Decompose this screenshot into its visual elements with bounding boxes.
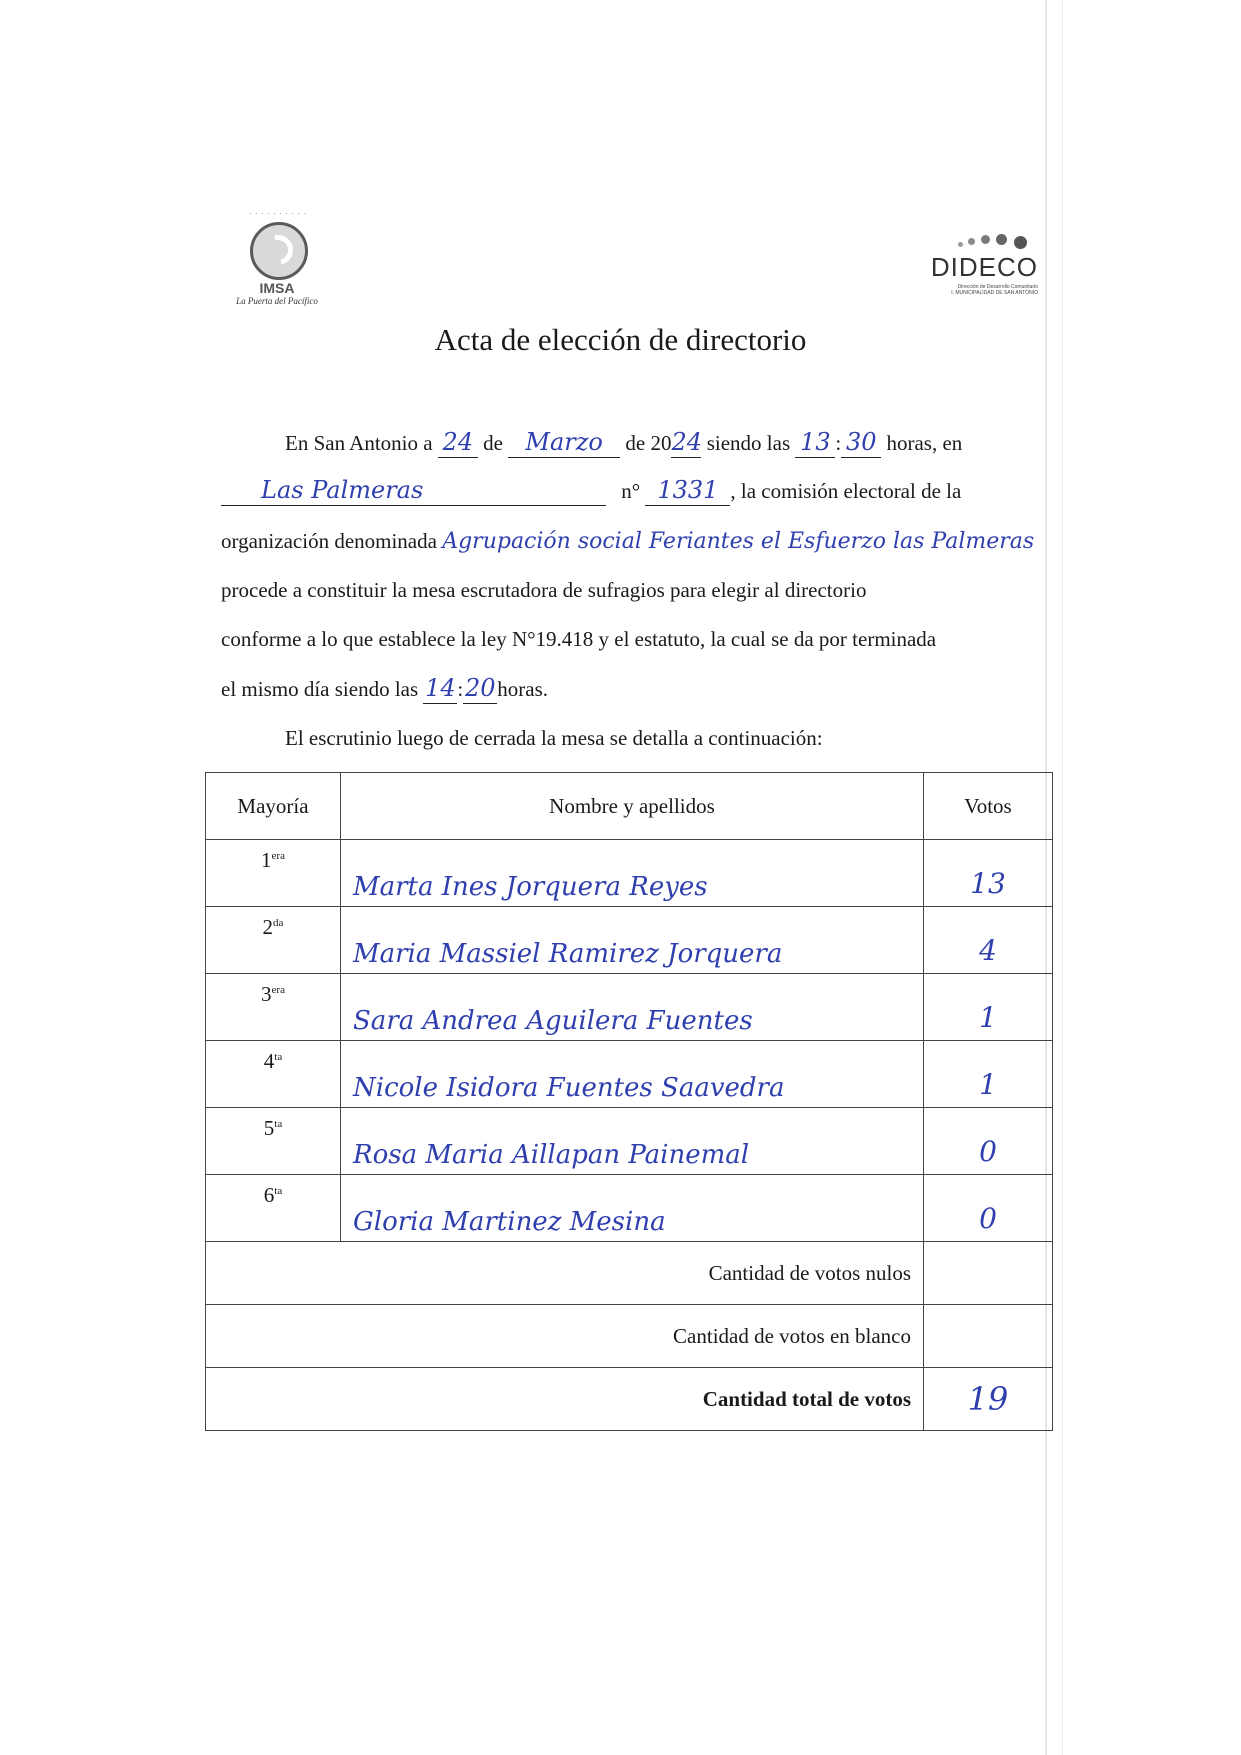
- candidate-name-cell: Sara Andrea Aguilera Fuentes: [341, 974, 924, 1041]
- place-field: Las Palmeras: [221, 475, 606, 506]
- votes-cell: 0: [924, 1175, 1053, 1242]
- candidate-name-cell: Marta Ines Jorquera Reyes: [341, 840, 924, 907]
- votes-cell: 1: [924, 1041, 1053, 1108]
- results-table: [205, 772, 1053, 1431]
- dideco-logo-subtitle: Dirección de Desarrollo Comunitario I. MUNICIPALIDAD DE SAN ANTONIO: [951, 284, 1038, 296]
- rank-cell: $1^{era}$: [206, 840, 341, 907]
- blank-votes-value: [924, 1305, 1053, 1368]
- table-row: [206, 974, 1053, 1041]
- total-votes-value: 19: [924, 1368, 1053, 1431]
- start-hour-field: 13: [795, 427, 835, 458]
- imsa-logo-name: IMSA: [259, 280, 295, 296]
- paragraph-line-4: procede a constituir la mesa escrutadora de sufragios para elegir al directorio: [221, 578, 867, 602]
- end-hour-field: 14: [425, 674, 456, 702]
- rank-cell: $4^{ta}$: [206, 1041, 341, 1108]
- blank-votes-row: [206, 1305, 1053, 1368]
- table-row: [206, 1108, 1053, 1175]
- blank-votes-label: Cantidad de votos en blanco: [206, 1305, 924, 1368]
- imsa-logo: [222, 210, 332, 320]
- rank-cell: $2^{da}$: [206, 907, 341, 974]
- paragraph-line-7: El escrutinio luego de cerrada la mesa se detalla a continuación:: [285, 726, 823, 750]
- paragraph-line-5: conforme a lo que establece la ley N°19.418 y el estatuto, la cual se da por terminada: [221, 627, 937, 651]
- candidate-name-cell: Maria Massiel Ramirez Jorquera: [341, 907, 924, 974]
- org-name-field: Agrupación social Feriantes el Esfuerzo las Palmeras: [442, 529, 1035, 554]
- dideco-logo-name: DIDECO: [930, 252, 1038, 282]
- end-min-field: 20: [464, 674, 496, 702]
- total-votes-row: [206, 1368, 1053, 1431]
- rank-cell: $5^{ta}$: [206, 1108, 341, 1175]
- paragraph-line-1: En San Antonio a 24 de Marzo de 2024 siendo las 13 : 30 horas, en: [285, 428, 963, 456]
- month-field: Marzo: [508, 427, 620, 458]
- total-votes-label: Cantidad total de votos: [206, 1368, 924, 1431]
- imsa-logo-tagline: La Puerta del Pacífico: [236, 296, 318, 306]
- header-mayoria: Mayoría: [206, 773, 341, 840]
- header-votos: Votos: [924, 773, 1053, 840]
- votes-cell: 1: [924, 974, 1053, 1041]
- candidate-name-cell: Rosa Maria Aillapan Painemal: [341, 1108, 924, 1175]
- votes-cell: 0: [924, 1108, 1053, 1175]
- table-row: [206, 840, 1053, 907]
- wave-seal-icon: [250, 222, 308, 280]
- seal-arc-text: · · · · · · · · · ·: [248, 210, 308, 218]
- table-header-row: [206, 773, 1053, 840]
- null-votes-row: [206, 1242, 1053, 1305]
- null-votes-label: Cantidad de votos nulos: [206, 1242, 924, 1305]
- start-min-field: 30: [841, 427, 881, 458]
- header-nombre: Nombre y apellidos: [341, 773, 924, 840]
- paragraph-line-3: organización denominada Agrupación social Feriantes el Esfuerzo las Palmeras: [221, 529, 1035, 554]
- year-field: 24: [671, 428, 703, 456]
- paragraph-line-2: Las Palmeras n° 1331 , la comisión electoral de la: [221, 475, 1051, 506]
- rank-cell: $6^{ta}$: [206, 1175, 341, 1242]
- votes-cell: 4: [924, 907, 1053, 974]
- table-row: [206, 1175, 1053, 1242]
- null-votes-value: [924, 1242, 1053, 1305]
- rank-cell: $3^{era}$: [206, 974, 341, 1041]
- number-field: 1331: [645, 475, 730, 506]
- table-row: [206, 907, 1053, 974]
- day-field: 24: [438, 427, 478, 458]
- dots-icon: [958, 230, 1038, 250]
- page-title: Acta de elección de directorio: [434, 322, 807, 357]
- dideco-logo: [928, 230, 1038, 310]
- table-row: [206, 1041, 1053, 1108]
- paragraph-line-6: el mismo día siendo las 14:20horas.: [221, 674, 548, 702]
- candidate-name-cell: Nicole Isidora Fuentes Saavedra: [341, 1041, 924, 1108]
- scan-edge: [1062, 0, 1063, 1755]
- votes-cell: 13: [924, 840, 1053, 907]
- candidate-name-cell: Gloria Martinez Mesina: [341, 1175, 924, 1242]
